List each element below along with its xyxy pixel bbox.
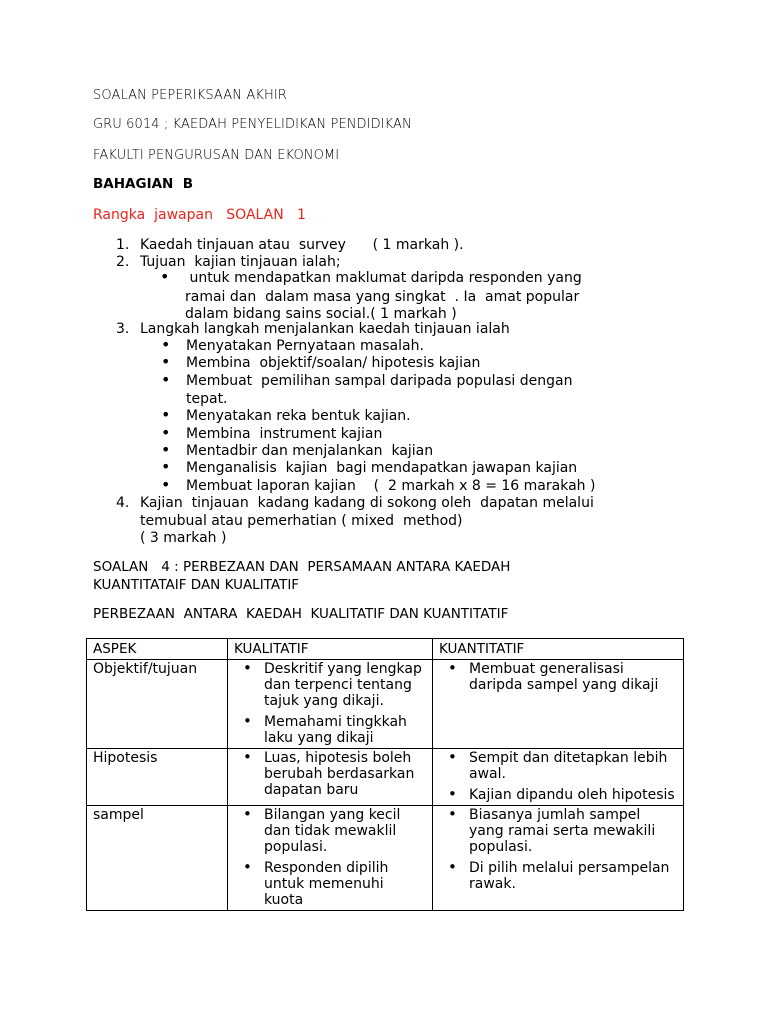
bullet-item: • Mentadbir dan menjalankan kajian <box>186 444 433 458</box>
kualitatif-cell <box>228 660 433 749</box>
cell-bullet: • Membuat generalisasi daripda sampel yang dikaji <box>469 661 677 693</box>
item-number-4: 4. <box>116 495 130 511</box>
exam-title: SOALAN PEPERIKSAAN AKHIR <box>93 88 287 103</box>
kuantitatif-cell <box>433 806 684 911</box>
bullet-item: • Menyatakan Pernyataan masalah. <box>186 339 424 353</box>
table-row <box>87 749 684 806</box>
answer-outline-heading: Rangka jawapan SOALAN 1 <box>93 207 306 223</box>
column-header-kualitatif: KUALITATIF <box>228 639 433 660</box>
comparison-table <box>86 638 684 911</box>
list-item: Kajian tinjauan kadang kadang di sokong oleh dapatan melalui <box>140 495 594 511</box>
bullet-item: • untuk mendapatkan maklumat daripda responden yang <box>185 271 582 285</box>
cell-bullet: • Biasanya jumlah sampel yang ramai serta mewakili populasi. <box>469 807 677 855</box>
bullet-item: • Membuat pemilihan sampal daripada populasi dengan <box>186 374 572 388</box>
item-number-1: 1. <box>116 237 130 253</box>
cell-bullet: • Memahami tingkkah laku yang dikaji <box>264 714 426 746</box>
bullet-continuation: ramai dan dalam masa yang singkat . Ia amat popular <box>185 289 580 305</box>
bullet-item: • Membina objektif/soalan/ hipotesis kajian <box>186 356 480 370</box>
question-4-heading-cont: KUANTITATAIF DAN KUALITATIF <box>93 577 300 593</box>
item-number-3: 3. <box>116 321 130 337</box>
aspect-cell: sampel <box>87 806 228 911</box>
aspect-cell: Objektif/tujuan <box>87 660 228 749</box>
list-item: Tujuan kajian tinjauan ialah; <box>140 254 341 270</box>
cell-bullet: • Bilangan yang kecil dan tidak mewaklil populasi. <box>264 807 426 855</box>
question-4-heading: SOALAN 4 : PERBEZAAN DAN PERSAMAAN ANTARA KAEDAH <box>93 559 511 575</box>
list-item-continuation: temubual atau pemerhatian ( mixed method) <box>140 513 463 529</box>
table-header-row <box>87 639 684 660</box>
cell-bullet: • Kajian dipandu oleh hipotesis <box>469 787 677 803</box>
cell-bullet: • Deskritif yang lengkap dan terpenci tentang tajuk yang dikaji. <box>264 661 426 709</box>
cell-bullet: • Responden dipilih untuk memenuhi kuota <box>264 860 426 908</box>
list-item-continuation: ( 3 markah ) <box>140 530 227 546</box>
kualitatif-cell <box>228 806 433 911</box>
list-item: Langkah langkah menjalankan kaedah tinjauan ialah <box>140 321 510 337</box>
course-title: GRU 6014 ; KAEDAH PENYELIDIKAN PENDIDIKAN <box>93 117 412 132</box>
table-row <box>87 806 684 911</box>
item-number-2: 2. <box>116 254 130 270</box>
bullet-item: • Membina instrument kajian <box>186 427 382 441</box>
list-item: Kaedah tinjauan atau survey ( 1 markah ). <box>140 237 464 253</box>
bullet-continuation: tepat. <box>186 391 228 407</box>
section-heading: BAHAGIAN B <box>93 176 194 192</box>
cell-bullet: • Luas, hipotesis boleh berubah berdasarkan dapatan baru <box>264 750 426 798</box>
kuantitatif-cell <box>433 660 684 749</box>
comparison-subtitle: PERBEZAAN ANTARA KAEDAH KUALITATIF DAN KUANTITATIF <box>93 606 509 622</box>
bullet-item: • Membuat laporan kajian ( 2 markah x 8 = 16 marakah ) <box>186 479 595 493</box>
faculty-title: FAKULTI PENGURUSAN DAN EKONOMI <box>93 148 340 163</box>
column-header-kuantitatif: KUANTITATIF <box>433 639 684 660</box>
table-row <box>87 660 684 749</box>
cell-bullet: • Sempit dan ditetapkan lebih awal. <box>469 750 677 782</box>
aspect-cell: Hipotesis <box>87 749 228 806</box>
cell-bullet: • Di pilih melalui persampelan rawak. <box>469 860 677 892</box>
bullet-item: • Menganalisis kajian bagi mendapatkan jawapan kajian <box>186 461 577 475</box>
kuantitatif-cell <box>433 749 684 806</box>
bullet-item: • Menyatakan reka bentuk kajian. <box>186 409 411 423</box>
kualitatif-cell <box>228 749 433 806</box>
bullet-continuation: dalam bidang sains social.( 1 markah ) <box>185 306 457 322</box>
column-header-aspek: ASPEK <box>87 639 228 660</box>
